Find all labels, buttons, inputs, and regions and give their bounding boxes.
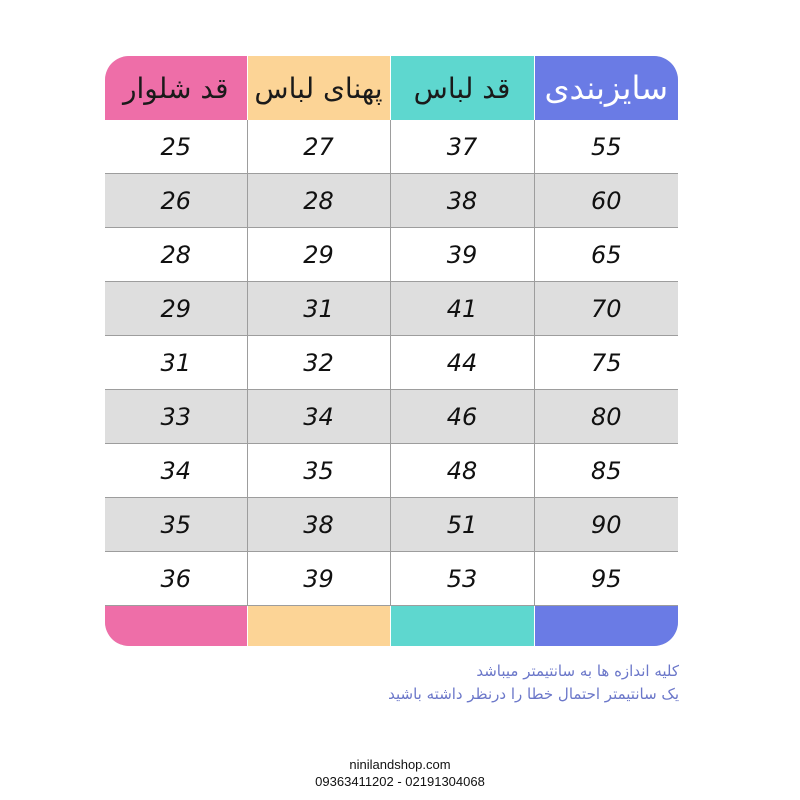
- color-footer-row: [105, 606, 678, 647]
- measurement-note: [388, 660, 679, 706]
- cell-pants-length: 29: [105, 282, 247, 336]
- table-row: [105, 228, 678, 282]
- table-row: [105, 552, 678, 606]
- footer-band-indigo: [534, 606, 678, 647]
- cell-pants-length: 26: [105, 174, 247, 228]
- cell-sizing: 85: [534, 444, 678, 498]
- website-text: ninilandshop.com: [349, 757, 451, 772]
- table-row: [105, 336, 678, 390]
- cell-dress-length: 51: [390, 498, 534, 552]
- header-width: پهنای لباس: [247, 56, 390, 120]
- note-line-1: کلیه اندازه ها به سانتیمتر میباشد: [476, 662, 679, 680]
- cell-width: 39: [247, 552, 390, 606]
- cell-width: 31: [247, 282, 390, 336]
- cell-width: 29: [247, 228, 390, 282]
- cell-sizing: 70: [534, 282, 678, 336]
- table-row: [105, 282, 678, 336]
- cell-pants-length: 35: [105, 498, 247, 552]
- cell-pants-length: 25: [105, 120, 247, 174]
- header-row: [105, 56, 678, 120]
- size-table: [105, 56, 678, 646]
- cell-sizing: 80: [534, 390, 678, 444]
- size-chart-card: [105, 56, 678, 646]
- footer-band-teal: [390, 606, 534, 647]
- shop-footer: [0, 756, 800, 790]
- cell-pants-length: 31: [105, 336, 247, 390]
- cell-sizing: 60: [534, 174, 678, 228]
- table-row: [105, 390, 678, 444]
- footer-band-pink: [105, 606, 247, 647]
- cell-dress-length: 53: [390, 552, 534, 606]
- cell-width: 32: [247, 336, 390, 390]
- table-row: [105, 498, 678, 552]
- cell-width: 35: [247, 444, 390, 498]
- cell-width: 28: [247, 174, 390, 228]
- table-row: [105, 120, 678, 174]
- cell-dress-length: 37: [390, 120, 534, 174]
- cell-sizing: 90: [534, 498, 678, 552]
- cell-dress-length: 38: [390, 174, 534, 228]
- table-row: [105, 174, 678, 228]
- header-dress-length: قد لباس: [390, 56, 534, 120]
- cell-dress-length: 39: [390, 228, 534, 282]
- footer-band-peach: [247, 606, 390, 647]
- cell-dress-length: 41: [390, 282, 534, 336]
- cell-dress-length: 44: [390, 336, 534, 390]
- cell-width: 27: [247, 120, 390, 174]
- cell-width: 38: [247, 498, 390, 552]
- phone-numbers: 09363411202 - 02191304068: [315, 774, 485, 789]
- header-pants-length: قد شلوار: [105, 56, 247, 120]
- cell-dress-length: 48: [390, 444, 534, 498]
- cell-sizing: 95: [534, 552, 678, 606]
- cell-pants-length: 33: [105, 390, 247, 444]
- table-body: [105, 120, 678, 606]
- note-line-2: یک سانتیمتر احتمال خطا را درنظر داشته باشید: [388, 685, 679, 703]
- table-row: [105, 444, 678, 498]
- cell-pants-length: 36: [105, 552, 247, 606]
- cell-sizing: 55: [534, 120, 678, 174]
- cell-pants-length: 28: [105, 228, 247, 282]
- header-sizing: سایزبندی: [534, 56, 678, 120]
- cell-pants-length: 34: [105, 444, 247, 498]
- cell-width: 34: [247, 390, 390, 444]
- cell-sizing: 65: [534, 228, 678, 282]
- cell-sizing: 75: [534, 336, 678, 390]
- cell-dress-length: 46: [390, 390, 534, 444]
